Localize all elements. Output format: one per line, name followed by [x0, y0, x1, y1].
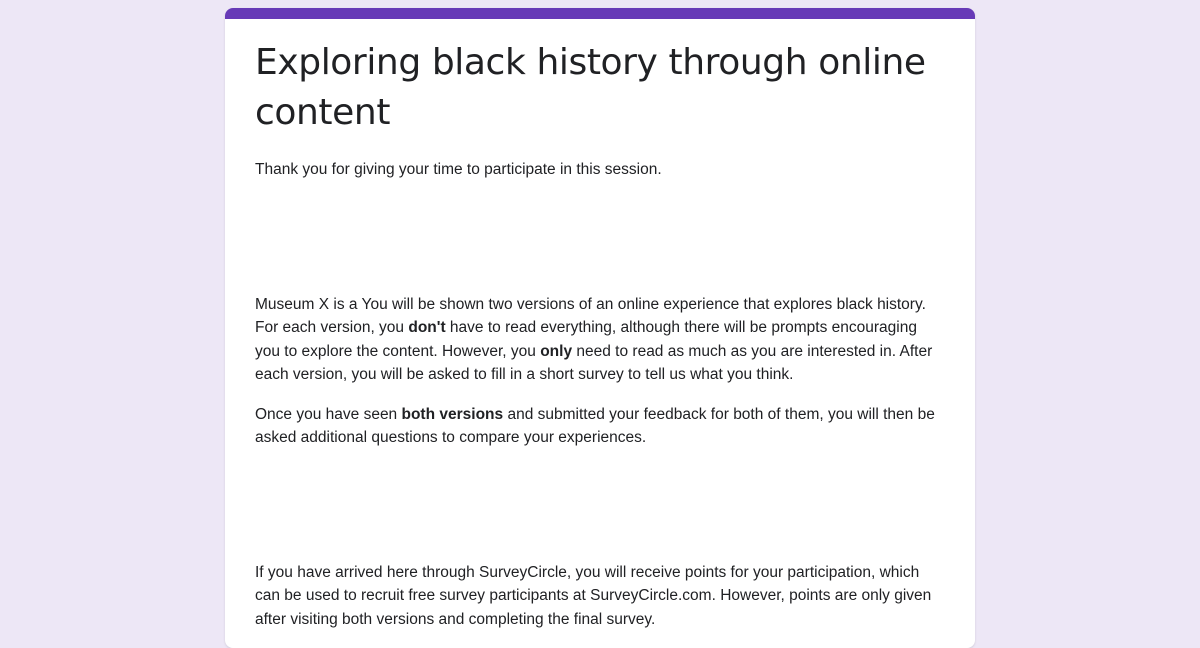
compare-text-1: Once you have seen — [255, 405, 402, 423]
compare-bold-both-versions: both versions — [401, 405, 504, 423]
description-compare — [255, 403, 945, 450]
intro-bold-dont: don't — [408, 319, 446, 336]
intro-text-1: Museum X is a You will be shown two versions of an online experience that explores black history. For each version, you — [255, 295, 926, 336]
description-surveycircle: If you have arrived here through SurveyCircle, you will receive points for your participation, which can be used to recruit free survey participants at SurveyCircle.com. However, points are only given after visiting both versions and completing the final survey. — [255, 563, 932, 628]
form-title: Exploring black history through online content — [255, 42, 926, 133]
form-header-body — [255, 38, 945, 631]
intro-text-3: need to read as much as you are interested in. After each version, you will be asked to fill in a short survey to tell us what you think. — [255, 342, 933, 383]
intro-text-2: have to read everything, although there will be prompts encouraging you to explore the content. However, you — [255, 319, 917, 360]
compare-text-2: and submitted your feedback for both of them, you will then be asked additional questions to compare your experiences. — [255, 405, 935, 446]
card-accent-bar — [225, 8, 975, 19]
description-thanks: Thank you for giving your time to participate in this session. — [255, 161, 662, 178]
form-header-card — [225, 8, 975, 648]
form-description — [255, 158, 945, 631]
description-intro — [255, 293, 945, 387]
intro-bold-only: only — [540, 342, 573, 360]
